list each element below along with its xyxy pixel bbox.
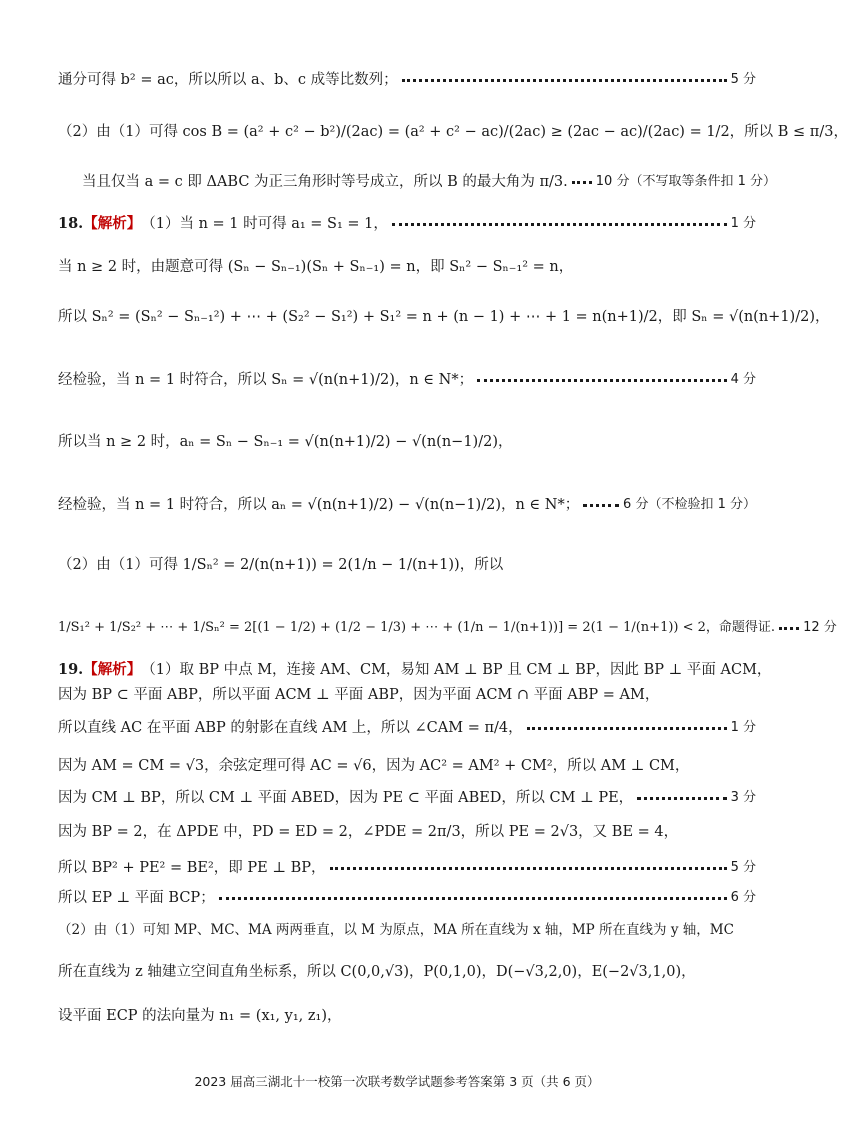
line-text: （1）当 n = 1 时可得 a₁ = S₁ = 1， — [141, 216, 388, 232]
line-21 — [58, 962, 756, 982]
line-19 — [58, 888, 756, 908]
question-number: 18. — [58, 215, 84, 232]
leader-dots — [330, 867, 727, 870]
line-text: （2）由（1）可得 cos B = (a² + c² − b²)/(2ac) = (a² + c² − ac)/(2ac) ≥ (2ac − ac)/(2ac) = 1/2，所以 B ≤ π/3， — [58, 124, 848, 140]
line-text: （2）由（1）可得 1/Sₙ² = 2/(n(n+1)) = 2(1/n − 1/(n+1))，所以 — [58, 557, 504, 573]
line-text: 因为 CM ⊥ BP，所以 CM ⊥ 平面 ABED，因为 PE ⊂ 平面 ABED，所以 CM ⊥ PE， — [58, 790, 634, 806]
line-6 — [58, 307, 830, 327]
line-12 — [58, 660, 772, 680]
line-text: （2）由（1）可知 MP、MC、MA 两两垂直，以 M 为原点，MA 所在直线为 x 轴，MP 所在直线为 y 轴，MC — [58, 922, 734, 938]
line-2 — [58, 122, 848, 142]
line-text: 1/S₁² + 1/S₂² + ⋯ + 1/Sₙ² = 2[(1 − 1/2) + (1/2 − 1/3) + ⋯ + (1/n − 1/(n+1))] = 2(1 − 1/(n+1)) < 2，命题得证. — [58, 620, 776, 635]
line-text: 通分可得 b² = ac，所以所以 a、b、c 成等比数列； — [58, 72, 398, 88]
line-14 — [58, 718, 756, 738]
score: 1 分 — [730, 720, 756, 735]
line-text: 所以 Sₙ² = (Sₙ² − Sₙ₋₁²) + ⋯ + (S₂² − S₁²) + S₁² = n + (n − 1) + ⋯ + 1 = n(n+1)/2，即 Sₙ = √(n(n+1)/2)， — [58, 309, 830, 325]
line-18 — [58, 858, 756, 878]
line-3 — [82, 172, 776, 192]
score: 10 分（不写取等条件扣 1 分） — [595, 174, 776, 189]
line-13 — [58, 685, 756, 705]
line-7 — [58, 370, 756, 390]
line-15 — [58, 756, 756, 776]
line-20 — [58, 920, 756, 940]
score: 6 分 — [730, 890, 756, 905]
leader-dots — [527, 727, 727, 730]
line-text: （1）取 BP 中点 M，连接 AM、CM，易知 AM ⊥ BP 且 CM ⊥ BP，因此 BP ⊥ 平面 ACM， — [141, 662, 772, 678]
line-8 — [58, 432, 756, 452]
analysis-tag: 【解析】 — [83, 661, 142, 678]
line-text: 所以 EP ⊥ 平面 BCP； — [58, 890, 215, 906]
line-22 — [58, 1006, 756, 1026]
analysis-tag: 【解析】 — [83, 215, 142, 232]
line-text: 当且仅当 a = c 即 ΔABC 为正三角形时等号成立，所以 B 的最大角为 π/3. — [82, 174, 568, 190]
line-11 — [58, 618, 837, 638]
score: 6 分（不检验扣 1 分） — [623, 497, 756, 512]
line-17 — [58, 822, 756, 842]
score: 1 分 — [730, 216, 756, 231]
score: 12 分 — [803, 620, 837, 635]
line-5 — [58, 257, 756, 277]
line-text: 设平面 ECP 的法向量为 n₁ = (x₁, y₁, z₁)， — [58, 1008, 342, 1024]
line-text: 因为 BP ⊂ 平面 ABP，所以平面 ACM ⊥ 平面 ABP，因为平面 ACM ∩ 平面 ABP = AM， — [58, 687, 660, 703]
line-text: 因为 BP = 2，在 ΔPDE 中，PD = ED = 2，∠PDE = 2π/3，所以 PE = 2√3，又 BE = 4， — [58, 824, 679, 840]
line-9 — [58, 495, 756, 515]
score: 5 分 — [730, 72, 756, 87]
line-10 — [58, 555, 756, 575]
line-text: 因为 AM = CM = √3，余弦定理可得 AC = √6，因为 AC² = AM² + CM²，所以 AM ⊥ CM， — [58, 758, 690, 774]
line-1 — [58, 70, 756, 90]
leader-dots — [402, 79, 727, 82]
line-16 — [58, 788, 756, 808]
leader-dots — [219, 897, 727, 900]
line-text: 当 n ≥ 2 时，由题意可得 (Sₙ − Sₙ₋₁)(Sₙ + Sₙ₋₁) = n，即 Sₙ² − Sₙ₋₁² = n， — [58, 259, 574, 275]
score: 4 分 — [730, 372, 756, 387]
line-text: 所以当 n ≥ 2 时，aₙ = Sₙ − Sₙ₋₁ = √(n(n+1)/2) − √(n(n−1)/2)， — [58, 434, 513, 450]
score: 5 分 — [730, 860, 756, 875]
leader-dots — [637, 797, 726, 800]
line-text: 所以 BP² + PE² = BE²，即 PE ⊥ BP， — [58, 860, 326, 876]
line-text: 经检验，当 n = 1 时符合，所以 aₙ = √(n(n+1)/2) − √(n(n−1)/2)，n ∈ N*； — [58, 497, 580, 513]
line-4 — [58, 214, 756, 234]
leader-dots — [572, 181, 592, 184]
line-text: 经检验，当 n = 1 时符合，所以 Sₙ = √(n(n+1)/2)，n ∈ N*； — [58, 372, 474, 388]
leader-dots — [392, 223, 727, 226]
leader-dots — [477, 379, 727, 382]
leader-dots — [779, 627, 799, 630]
leader-dots — [583, 504, 619, 507]
page-footer: 2023 届高三湖北十一校第一次联考数学试题参考答案第 3 页（共 6 页） — [194, 1074, 600, 1089]
line-text: 所在直线为 z 轴建立空间直角坐标系，所以 C(0,0,√3)，P(0,1,0)，D(−√3,2,0)，E(−2√3,1,0)， — [58, 964, 696, 980]
line-text: 所以直线 AC 在平面 ABP 的射影在直线 AM 上，所以 ∠CAM = π/4， — [58, 720, 523, 736]
question-number: 19. — [58, 661, 84, 678]
score: 3 分 — [730, 790, 756, 805]
